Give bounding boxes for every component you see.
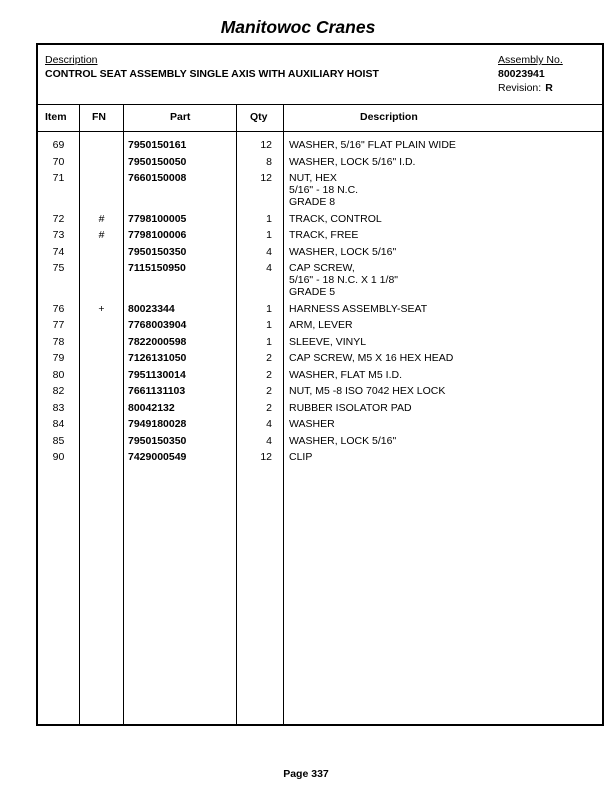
item-cell: 76 [52,302,65,315]
part-number-cell: 80023344 [128,302,175,315]
description-label: Description [45,54,98,66]
assembly-description: CONTROL SEAT ASSEMBLY SINGLE AXIS WITH AUXILIARY HOIST [45,68,379,80]
part-number-cell: 7950150350 [128,434,187,447]
revision-value: R [545,82,553,94]
item-cell: 72 [52,212,65,225]
column-header-qty: Qty [250,111,268,123]
quantity-cell: 2 [266,401,272,414]
table-row [38,385,602,397]
column-header-part: Part [170,111,191,123]
part-number-cell: 7951130014 [128,368,186,381]
part-number-cell: 7949180028 [128,418,187,430]
description-cell: WASHER, LOCK 5/16" [289,245,397,258]
description-cell: WASHER, LOCK 5/16" I.D. [289,155,416,168]
quantity-cell: 4 [266,245,272,258]
assembly-number: 80023941 [498,68,545,80]
table-row [38,336,602,348]
quantity-cell: 1 [266,319,272,331]
table-row [38,156,602,168]
part-number-cell: 7661131103 [128,385,186,397]
part-number-cell: 7126131050 [128,352,187,364]
quantity-cell: 12 [260,139,272,151]
description-cell: WASHER, 5/16" FLAT PLAIN WIDE [289,139,456,151]
parts-list-frame [36,43,604,726]
quantity-cell: 2 [266,368,272,381]
table-row [38,369,602,381]
part-number-cell: 7115150950 [128,262,186,274]
part-number-cell: 7798100006 [128,229,187,241]
item-cell: 77 [52,319,65,331]
description-cell: TRACK, CONTROL [289,212,382,225]
item-cell: 85 [52,434,65,447]
description-cell: WASHER, FLAT M5 I.D. [289,368,402,381]
item-cell: 84 [52,418,65,430]
assembly-number-label: Assembly No. [498,54,563,66]
column-header-fn: FN [92,111,106,123]
description-cell: NUT, HEX 5/16" - 18 N.C. GRADE 8 [289,172,359,208]
part-number-cell: 7822000598 [128,335,187,348]
document-title: Manitowoc Cranes [220,17,376,37]
item-cell: 78 [52,335,65,348]
quantity-cell: 4 [266,262,272,274]
quantity-cell: 1 [266,302,272,315]
item-cell: 70 [52,155,65,168]
part-number-cell: 7950150050 [128,155,187,168]
table-row [38,139,602,151]
table-row [38,402,602,414]
table-row [38,418,602,430]
part-number-cell: 7768003904 [128,319,187,331]
quantity-cell: 8 [266,155,272,168]
item-cell: 74 [52,245,65,258]
column-header-item: Item [45,111,67,123]
quantity-cell: 12 [260,172,272,184]
item-cell: 90 [52,451,65,463]
column-header-description: Description [360,111,418,123]
quantity-cell: 4 [266,418,272,430]
parts-table-body [38,139,602,468]
page-number: Page 337 [283,768,329,780]
table-row [38,435,602,447]
description-cell: SLEEVE, VINYL [289,335,367,348]
fn-cell: # [98,229,105,241]
description-cell: TRACK, FREE [289,229,359,241]
part-number-cell: 80042132 [128,401,175,414]
quantity-cell: 2 [266,352,272,364]
quantity-cell: 2 [266,385,272,397]
quantity-cell: 1 [266,212,272,225]
description-cell: HARNESS ASSEMBLY-SEAT [289,302,428,315]
description-cell: ARM, LEVER [289,319,353,331]
item-cell: 69 [52,139,65,151]
part-number-cell: 7798100005 [128,212,187,225]
assembly-header [38,45,602,105]
quantity-cell: 1 [266,229,272,241]
fn-cell: # [98,212,105,225]
item-cell: 83 [52,401,65,414]
part-number-cell: 7950150350 [128,245,187,258]
table-row [38,172,602,208]
quantity-cell: 4 [266,434,272,447]
quantity-cell: 12 [260,451,272,463]
item-cell: 82 [52,385,65,397]
description-cell: CAP SCREW, M5 X 16 HEX HEAD [289,352,454,364]
description-cell: CLIP [289,451,313,463]
description-cell: RUBBER ISOLATOR PAD [289,401,412,414]
table-row [38,229,602,241]
item-cell: 79 [52,352,65,364]
item-cell: 75 [52,262,65,274]
table-row [38,213,602,225]
description-cell: WASHER [289,418,335,430]
item-cell: 73 [52,229,65,241]
item-cell: 71 [52,172,65,184]
description-cell: NUT, M5 -8 ISO 7042 HEX LOCK [289,385,446,397]
part-number-cell: 7429000549 [128,451,187,463]
revision [498,82,553,94]
part-number-cell: 7950150161 [128,139,187,151]
revision-label: Revision: [498,82,542,94]
description-cell: CAP SCREW, 5/16" - 18 N.C. X 1 1/8" GRADE 5 [289,262,399,298]
item-cell: 80 [52,368,65,381]
table-row [38,451,602,463]
table-row [38,352,602,364]
description-cell: WASHER, LOCK 5/16" [289,434,397,447]
table-row [38,303,602,315]
fn-cell: + [98,302,105,315]
table-row [38,319,602,331]
table-row [38,262,602,298]
part-number-cell: 7660150008 [128,172,187,184]
quantity-cell: 1 [266,335,272,348]
table-row [38,246,602,258]
